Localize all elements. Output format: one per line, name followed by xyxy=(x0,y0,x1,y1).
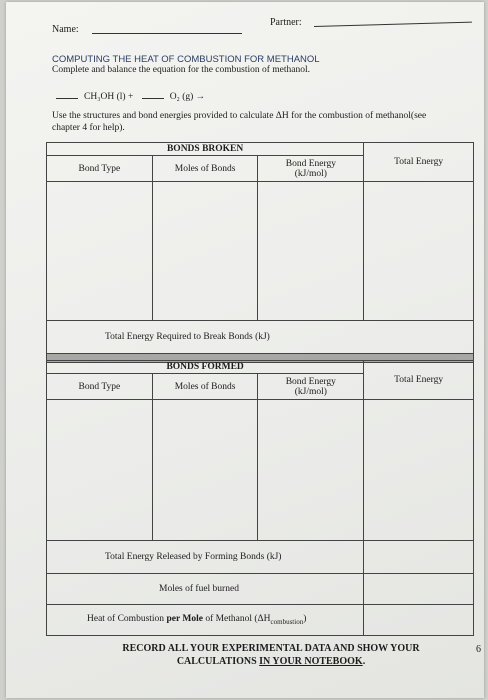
footer-line2-underlined: IN YOUR NOTEBOOK xyxy=(259,656,363,667)
col-bond-energy-line2: (kJ/mol) xyxy=(294,168,327,179)
cell-bond-energy[interactable] xyxy=(258,400,364,541)
col-moles-of-bonds: Moles of Bonds xyxy=(152,156,258,182)
bonds-broken-title: BONDS BROKEN xyxy=(47,143,364,156)
coefficient-blank xyxy=(142,98,164,99)
name-label: Name: xyxy=(52,24,79,35)
cell-bond-type[interactable] xyxy=(47,182,153,321)
total-energy-form-row: Total Energy Released by Forming Bonds (kJ) xyxy=(47,541,364,574)
col-bond-energy xyxy=(258,374,364,400)
col-total-energy: Total Energy xyxy=(364,361,474,400)
partner-label: Partner: xyxy=(270,17,302,28)
footer-instruction xyxy=(106,642,436,668)
col-bond-energy-line1: Bond Energy xyxy=(285,376,336,387)
col-bond-energy-line2: (kJ/mol) xyxy=(294,386,327,397)
cell-bond-energy[interactable] xyxy=(258,182,364,321)
moles-fuel-row: Moles of fuel burned xyxy=(47,574,364,605)
footer-line2-post: . xyxy=(362,656,366,667)
heat-of-combustion-row xyxy=(47,605,364,636)
footer-line2-pre: CALCULATIONS xyxy=(176,656,260,667)
footer-line1: RECORD ALL YOUR EXPERIMENTAL DATA AND SHOW YOUR xyxy=(122,643,420,654)
col-bond-type: Bond Type xyxy=(47,374,153,400)
cell-total-energy[interactable] xyxy=(364,400,474,541)
col-bond-energy-line1: Bond Energy xyxy=(285,158,336,169)
col-bond-energy xyxy=(258,156,364,182)
total-energy-break-row: Total Energy Required to Break Bonds (kJ) xyxy=(47,321,474,354)
heat-label-sub: combustion xyxy=(270,617,304,626)
cell-moles[interactable] xyxy=(152,182,258,321)
bonds-formed-title: BONDS FORMED xyxy=(47,361,364,374)
col-total-energy: Total Energy xyxy=(364,143,474,182)
section-title: COMPUTING THE HEAT OF COMBUSTION FOR METHANOL xyxy=(52,54,320,65)
col-moles-of-bonds: Moles of Bonds xyxy=(152,374,258,400)
total-energy-form-value[interactable] xyxy=(364,541,474,574)
worksheet-page xyxy=(6,2,484,698)
reactant-methanol: CH₃OH (l) + xyxy=(84,92,134,102)
heat-label-bold: per Mole xyxy=(166,614,203,625)
heat-label-end: ) xyxy=(303,614,307,625)
heat-of-combustion-value[interactable] xyxy=(364,605,474,636)
reactant-oxygen: O₂ (g) → xyxy=(169,92,206,102)
name-blank-line xyxy=(92,33,242,34)
partner-blank-line xyxy=(314,22,472,27)
bond-energy-instruction: Use the structures and bond energies provided to calculate ΔH for the combustion of methanol(see chapter 4 for help). xyxy=(52,111,427,133)
cell-bond-type[interactable] xyxy=(47,400,153,541)
page-number: 6 xyxy=(476,644,481,655)
cell-total-energy[interactable] xyxy=(364,182,474,321)
instruction-text: Complete and balance the equation for the combustion of methanol. xyxy=(52,65,311,75)
combustion-equation xyxy=(56,92,205,102)
coefficient-blank xyxy=(56,98,78,99)
moles-fuel-value[interactable] xyxy=(364,574,474,605)
col-bond-type: Bond Type xyxy=(47,156,153,182)
cell-moles[interactable] xyxy=(152,400,258,541)
bonds-formed-table xyxy=(46,360,474,636)
heat-label-post: of Methanol (ΔH xyxy=(202,614,271,625)
bonds-broken-table xyxy=(46,142,474,363)
heat-label-pre: Heat of Combustion xyxy=(87,614,167,625)
